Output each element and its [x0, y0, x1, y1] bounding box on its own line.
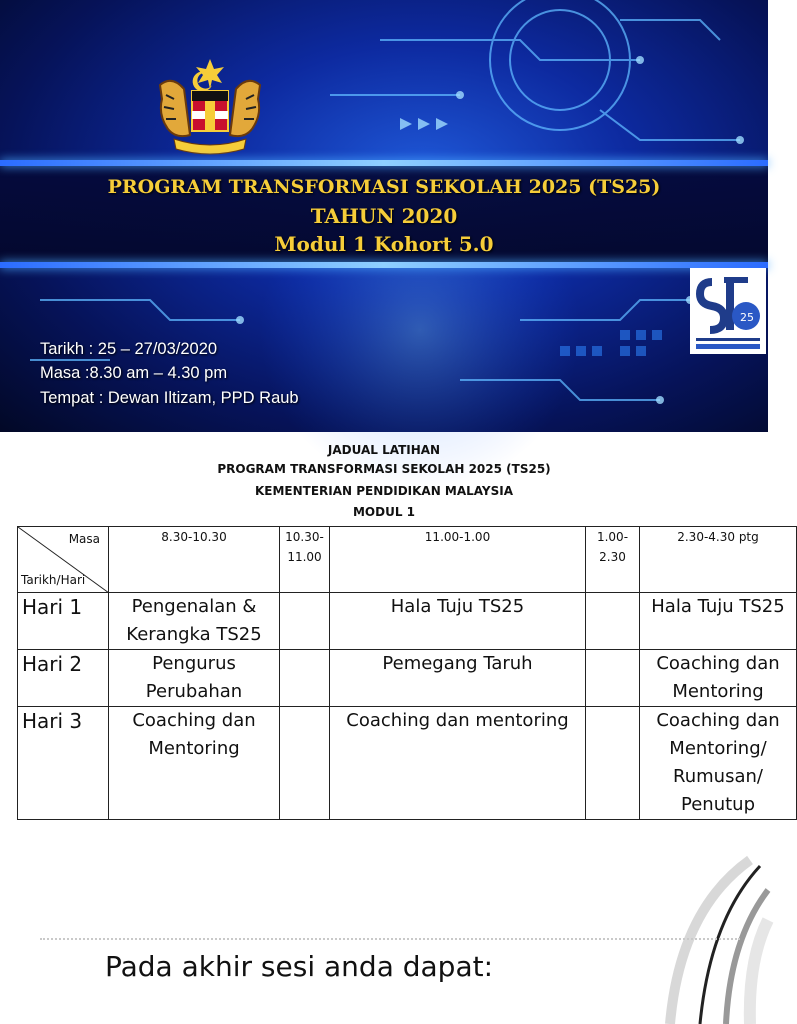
day-label: Hari 1 — [18, 593, 109, 650]
decorative-arcs — [560, 860, 768, 1024]
program-time: Masa :8.30 am – 4.30 pm — [40, 364, 228, 382]
column-header: 11.00-1.00 — [330, 527, 586, 593]
table-row — [18, 707, 797, 820]
slide-heading: Pada akhir sesi anda dapat: — [105, 950, 494, 983]
break-cell — [586, 593, 640, 650]
corner-label-tarikh: Tarikh/Hari — [21, 573, 86, 587]
session-cell: Hala Tuju TS25 — [330, 593, 586, 650]
schedule-program: PROGRAM TRANSFORMASI SEKOLAH 2025 (TS25) — [217, 462, 551, 476]
session-cell: Coaching dan Mentoring — [109, 707, 280, 820]
break-cell — [586, 650, 640, 707]
schedule-heading: JADUAL LATIHAN — [327, 443, 441, 457]
program-module: Modul 1 Kohort 5.0 — [274, 232, 494, 256]
malaysia-coat-of-arms-icon — [150, 55, 270, 165]
session-cell: Coaching dan mentoring — [330, 707, 586, 820]
program-banner — [0, 0, 768, 432]
program-year: TAHUN 2020 — [310, 204, 458, 228]
day-label: Hari 3 — [18, 707, 109, 820]
schedule-module: MODUL 1 — [352, 505, 416, 519]
table-row — [18, 650, 797, 707]
column-header: 10.30-11.00 — [280, 527, 330, 593]
session-cell: Pengenalan & Kerangka TS25 — [109, 593, 280, 650]
session-cell: Pemegang Taruh — [330, 650, 586, 707]
day-label: Hari 2 — [18, 650, 109, 707]
program-venue: Tempat : Dewan Iltizam, PPD Raub — [40, 389, 299, 407]
session-cell: Coaching dan Mentoring — [640, 650, 797, 707]
corner-label-masa: Masa — [68, 532, 100, 546]
schedule-ministry: KEMENTERIAN PENDIDIKAN MALAYSIA — [254, 484, 514, 498]
corner-cell — [18, 527, 109, 593]
break-cell — [280, 593, 330, 650]
table-header-row — [18, 527, 797, 593]
program-title: PROGRAM TRANSFORMASI SEKOLAH 2025 (TS25) — [107, 176, 661, 198]
column-header: 1.00-2.30 — [586, 527, 640, 593]
svg-text:25: 25 — [740, 311, 754, 324]
session-cell: Hala Tuju TS25 — [640, 593, 797, 650]
session-cell: Pengurus Perubahan — [109, 650, 280, 707]
column-header: 8.30-10.30 — [109, 527, 280, 593]
break-cell — [280, 650, 330, 707]
dotted-divider — [40, 938, 740, 940]
break-cell — [280, 707, 330, 820]
column-header: 2.30-4.30 ptg — [640, 527, 797, 593]
ts25-logo-icon — [690, 268, 766, 354]
session-cell: Coaching dan Mentoring/ Rumusan/ Penutup — [640, 707, 797, 820]
table-row — [18, 593, 797, 650]
program-date: Tarikh : 25 – 27/03/2020 — [40, 340, 218, 358]
schedule-table — [17, 526, 797, 820]
break-cell — [586, 707, 640, 820]
